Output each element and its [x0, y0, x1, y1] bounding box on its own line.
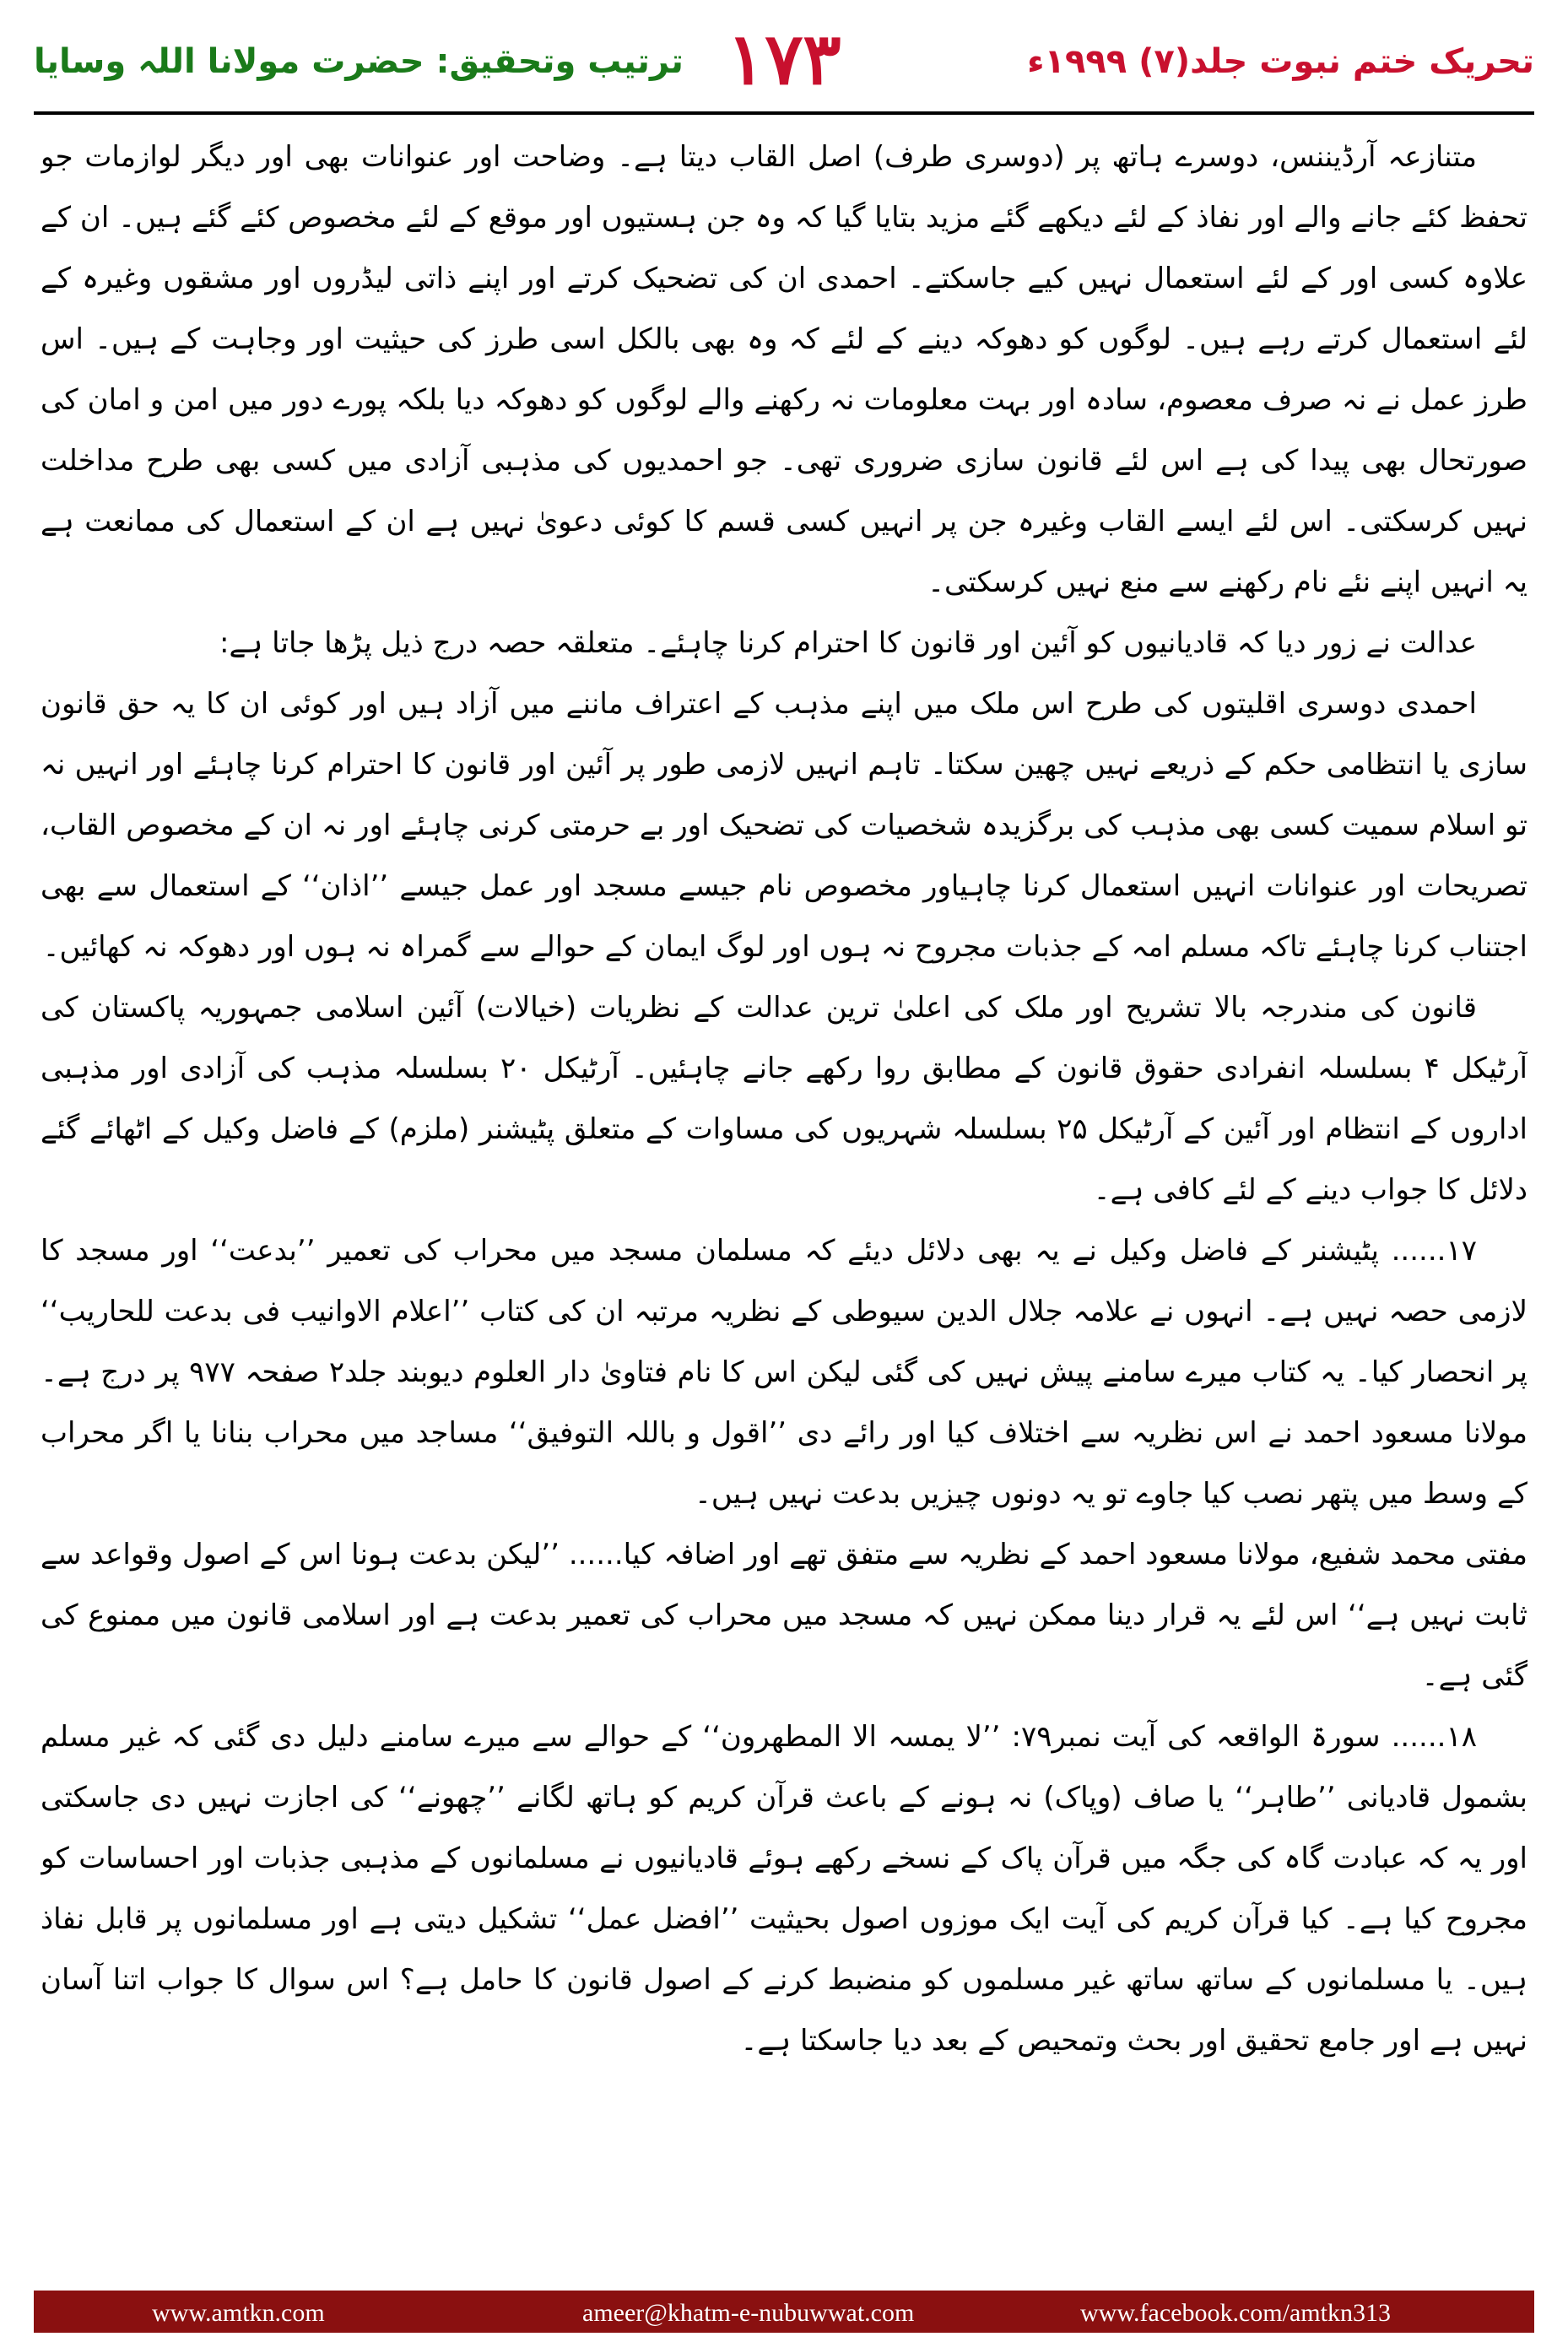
paragraph: قانون کی مندرجہ بالا تشریح اور ملک کی اعلیٰ ترین عدالت کے نظریات (خیالات) آئین اسلامی جمہوریہ پاکستان کی آرٹیکل ۴ بسلسلہ انفرادی حقوق قانون کے مطابق روا رکھے جانے چاہئیں۔ آرٹیکل ۲۰ بسلسلہ مذہب کی آزادی اور مذہبی اداروں کے انتظام اور آئین کے آرٹیکل ۲۵ بسلسلہ شہریوں کی مساوات کے متعلق پٹیشنر (ملزم) کے فاضل وکیل کے اٹھائے گئے دلائل کا جواب دینے کے لئے کافی ہے۔ — [41, 991, 1527, 1207]
header-book-title: تحریک ختم نبوت جلد(۷) ۱۹۹۹ء — [1027, 42, 1534, 81]
footer-facebook-link[interactable]: www.facebook.com/amtkn313 — [1080, 2299, 1391, 2327]
footer-website-link[interactable]: www.amtkn.com — [152, 2299, 325, 2327]
paragraph: احمدی دوسری اقلیتوں کی طرح اس ملک میں اپنے مذہب کے اعتراف ماننے میں آزاد ہیں اور کوئی ان کا یہ حق قانون سازی یا انتظامی حکم کے ذریعے نہیں چھین سکتا۔ تاہم انہیں لازمی طور پر آئین اور قانون کا احترام کرنا چاہئے اور انہیں نہ تو اسلام سمیت کسی بھی مذہب کی برگزیدہ شخصیات کی تضحیک اور بے حرمتی کرنی چاہئے اور نہ ان کے مخصوص القاب، تصریحات اور عنوانات انہیں استعمال کرنا چاہیاور مخصوص نام جیسے مسجد اور عمل جیسے ’’اذان‘‘ کے استعمال سے بھی اجتناب کرنا چاہئے تاکہ مسلم امہ کے جذبات مجروح نہ ہوں اور لوگ ایمان کے حوالے سے گمراہ نہ ہوں اور دھوکہ نہ کھائیں۔ — [41, 687, 1527, 964]
page-header — [34, 17, 1534, 110]
header-compiler: ترتیب وتحقیق: حضرت مولانا اللہ وسایا — [34, 42, 684, 81]
paragraph: عدالت نے زور دیا کہ قادیانیوں کو آئین اور قانون کا احترام کرنا چاہئے۔ متعلقہ حصہ درج ذیل پڑھا جاتا ہے: — [219, 626, 1477, 660]
paragraph: متنازعہ آرڈیننس، دوسرے ہاتھ پر (دوسری طرف) اصل القاب دیتا ہے۔ وضاحت اور عنوانات بھی اور دیگر لوازمات جو تحفظ کئے جانے والے اور نفاذ کے لئے دیکھے گئے مزید بتایا گیا کہ وہ جن ہستیوں اور موقع کے لئے مخصوص کئے گئے ہیں۔ ان کے علاوہ کسی اور کے لئے استعمال نہیں کیے جاسکتے۔ احمدی ان کی تضحیک کرتے اور اپنے ذاتی لیڈروں اور مشقوں وغیرہ کے لئے استعمال کرتے رہے ہیں۔ لوگوں کو دھوکہ دینے کے لئے کہ وہ بھی بالکل اسی طرز کی حیثیت اور وجاہت کے ہیں۔ اس طرز عمل نے نہ صرف معصوم، سادہ اور بہت معلومات نہ رکھنے والے لوگوں کو دھوکہ دیا بلکہ پورے دور میں امن و امان کی صورتحال بھی پیدا کی ہے اس لئے قانون سازی ضروری تھی۔ جو احمدیوں کی مذہبی آزادی میں کسی بھی طرح مداخلت نہیں کرسکتی۔ اس لئے ایسے القاب وغیرہ جن پر انہیں کسی قسم کا کوئی دعویٰ نہیں ہے ان کے استعمال کی ممانعت ہے یہ انہیں اپنے نئے نام رکھنے سے منع نہیں کرسکتی۔ — [41, 140, 1527, 599]
footer-email-link[interactable]: ameer@khatm-e-nubuwwat.com — [582, 2299, 915, 2327]
page-body — [41, 127, 1527, 2262]
paragraph: ۱۸...... سورۃ الواقعہ کی آیت نمبر۷۹: ’’لا یمسہ الا المطھرون‘‘ کے حوالے سے میرے سامنے دلیل دی گئی کہ غیر مسلم بشمول قادیانی ’’طاہر‘‘ یا صاف (وپاک) نہ ہونے کے باعث قرآن کریم کو ہاتھ لگانے ’’چھونے‘‘ کی اجازت نہیں دی جاسکتی اور یہ کہ عبادت گاہ کی جگہ میں قرآن پاک کے نسخے رکھے ہوئے قادیانیوں نے مسلمانوں کے مذہبی جذبات اور احساسات کو مجروح کیا ہے۔ کیا قرآن کریم کی آیت ایک موزوں اصول بحیثیت ’’افضل عمل‘‘ تشکیل دیتی ہے اور مسلمانوں پر قابل نفاذ ہیں۔ یا مسلمانوں کے ساتھ ساتھ غیر مسلموں کو منضبط کرنے کے اصول قانون کا حامل ہے؟ اس سوال کا جواب اتنا آسان نہیں ہے اور جامع تحقیق اور بحث وتمحیص کے بعد دیا جاسکتا ہے۔ — [41, 1720, 1527, 2058]
page-footer — [34, 2291, 1534, 2333]
paragraph: مفتی محمد شفیع، مولانا مسعود احمد کے نظریہ سے متفق تھے اور اضافہ کیا...... ’’لیکن بدعت ہونا اس کے اصول وقواعد سے ثابت نہیں ہے‘‘ اس لئے یہ قرار دینا ممکن نہیں کہ مسجد میں محراب کی تعمیر بدعت ہے اور اسلامی قانون میں ممنوع کی گئی ہے۔ — [41, 1538, 1527, 1693]
page-number: ۱۷۳ — [727, 17, 841, 100]
header-divider — [34, 111, 1534, 115]
paragraph: ۱۷...... پٹیشنر کے فاضل وکیل نے یہ بھی دلائل دیئے کہ مسلمان مسجد میں محراب کی تعمیر ’’بدعت‘‘ اور مسجد کا لازمی حصہ نہیں ہے۔ انہوں نے علامہ جلال الدین سیوطی کے نظریہ مرتبہ ان کی کتاب ’’اعلام الاوانیب فی بدعت للحاریب‘‘ پر انحصار کیا۔ یہ کتاب میرے سامنے پیش نہیں کی گئی لیکن اس کا نام فتاویٰ دار العلوم دیوبند جلد۲ صفحہ ۹۷۷ پر درج ہے۔ مولانا مسعود احمد نے اس نظریہ سے اختلاف کیا اور رائے دی ’’اقول و باللہ التوفیق‘‘ مساجد میں محراب بنانا یا اگر محراب کے وسط میں پتھر نصب کیا جاوے تو یہ دونوں چیزیں بدعت نہیں ہیں۔ — [41, 1234, 1527, 1511]
